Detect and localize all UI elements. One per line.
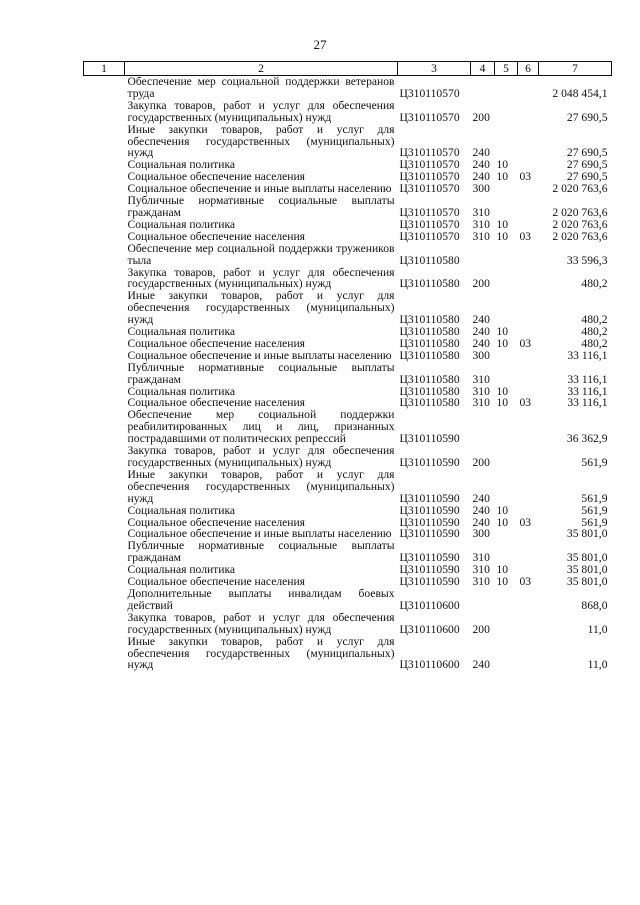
row-pr-cell bbox=[518, 100, 539, 124]
row-code-cell: Ц310110580 bbox=[399, 253, 460, 267]
row-amount-cell: 33 596,3 bbox=[566, 253, 608, 267]
row-name-cell: Закупка товаров, работ и услуг для обеспечения государственных (муниципальных) нужд bbox=[127, 98, 395, 124]
table-row bbox=[84, 409, 612, 445]
row-rz-cell bbox=[495, 267, 518, 291]
table-row bbox=[84, 362, 612, 386]
row-amount-cell: 33 116,1 bbox=[567, 348, 608, 362]
row-code-cell: Ц310110570 bbox=[399, 182, 460, 196]
row-vr-cell: 310 bbox=[472, 563, 490, 577]
row-amount-cell: 2 020 763,6 bbox=[552, 217, 608, 231]
row-rz-cell: 10 bbox=[496, 325, 509, 339]
row-number-cell bbox=[84, 469, 125, 505]
table-body bbox=[84, 76, 612, 672]
row-name-cell: Обеспечение мер социальной поддержки ветеранов труда bbox=[127, 75, 395, 100]
row-pr-cell: 03 bbox=[519, 515, 532, 529]
row-pr-cell bbox=[518, 267, 539, 291]
row-number-cell bbox=[84, 505, 125, 517]
row-rz-cell bbox=[495, 588, 518, 612]
row-amount-cell: 561,9 bbox=[581, 503, 608, 517]
row-code-cell: Ц310110590 bbox=[399, 432, 460, 446]
row-name-cell: Социальная политика bbox=[127, 325, 236, 339]
header-col-7: 7 bbox=[539, 62, 612, 76]
row-name-cell: Социальное обеспечение и иные выплаты населению bbox=[127, 348, 392, 362]
row-amount-cell: 33 116,1 bbox=[567, 384, 608, 398]
row-pr-cell bbox=[518, 445, 539, 469]
row-name-cell: Иные закупки товаров, работ и услуг для обеспечения государственных (муниципальных) нужд bbox=[127, 634, 395, 672]
row-rz-cell bbox=[495, 183, 518, 195]
row-amount-cell: 33 116,1 bbox=[567, 372, 608, 386]
row-code-cell: Ц310110570 bbox=[399, 146, 460, 160]
table-row bbox=[84, 540, 612, 564]
row-rz-cell bbox=[495, 124, 518, 160]
row-number-cell bbox=[84, 183, 125, 195]
row-number-cell bbox=[84, 636, 125, 672]
row-amount-cell: 480,2 bbox=[581, 336, 608, 350]
row-number-cell bbox=[84, 76, 125, 100]
row-name-cell: Социальная политика bbox=[127, 563, 236, 577]
row-code-cell: Ц310110590 bbox=[399, 515, 460, 529]
table-row bbox=[84, 469, 612, 505]
row-vr-cell: 310 bbox=[472, 217, 490, 231]
row-pr-cell bbox=[518, 243, 539, 267]
row-amount-cell: 2 020 763,6 bbox=[552, 182, 608, 196]
row-number-cell bbox=[84, 397, 125, 409]
row-code-cell: Ц310110580 bbox=[399, 396, 460, 410]
table-row bbox=[84, 124, 612, 160]
row-number-cell bbox=[84, 338, 125, 350]
row-pr-cell bbox=[518, 588, 539, 612]
row-vr-cell: 300 bbox=[472, 182, 490, 196]
row-number-cell bbox=[84, 362, 125, 386]
row-amount-cell: 2 020 763,6 bbox=[552, 229, 608, 243]
row-code-cell: Ц310110570 bbox=[399, 86, 460, 100]
row-pr-cell bbox=[518, 636, 539, 672]
row-vr-cell: 310 bbox=[472, 205, 490, 219]
header-row bbox=[84, 62, 612, 76]
row-pr-cell bbox=[518, 409, 539, 445]
row-number-cell bbox=[84, 564, 125, 576]
row-pr-cell bbox=[518, 505, 539, 517]
row-amount-cell: 561,9 bbox=[581, 491, 608, 505]
row-name-cell: Обеспечение мер социальной поддержки тружеников тыла bbox=[127, 241, 395, 267]
row-amount-cell: 27 690,5 bbox=[566, 110, 608, 124]
row-vr-cell bbox=[471, 243, 495, 267]
row-code-cell: Ц310110570 bbox=[399, 229, 460, 243]
row-pr-cell: 03 bbox=[519, 229, 532, 243]
row-vr-cell: 300 bbox=[472, 348, 490, 362]
row-name-cell: Иные закупки товаров, работ и услуг для обеспечения государственных (муниципальных) нужд bbox=[127, 289, 395, 327]
row-pr-cell bbox=[518, 76, 539, 100]
row-name-cell: Социальное обеспечение и иные выплаты населению bbox=[127, 527, 392, 541]
row-amount-cell: 33 116,1 bbox=[567, 396, 608, 410]
table-row bbox=[84, 76, 612, 100]
row-code-cell: Ц310110590 bbox=[399, 551, 460, 565]
row-amount-cell: 35 801,0 bbox=[566, 551, 608, 565]
row-vr-cell: 240 bbox=[472, 313, 490, 327]
row-rz-cell: 10 bbox=[496, 229, 509, 243]
row-rz-cell: 10 bbox=[496, 384, 509, 398]
row-code-cell: Ц310110590 bbox=[399, 491, 460, 505]
row-vr-cell: 300 bbox=[472, 527, 490, 541]
row-code-cell: Ц310110570 bbox=[399, 110, 460, 124]
row-amount-cell: 35 801,0 bbox=[566, 563, 608, 577]
row-vr-cell: 310 bbox=[472, 229, 490, 243]
row-amount-cell: 2 020 763,6 bbox=[552, 205, 608, 219]
table-row bbox=[84, 290, 612, 326]
row-name-cell: Иные закупки товаров, работ и услуг для обеспечения государственных (муниципальных) нужд bbox=[127, 122, 395, 160]
row-rz-cell bbox=[495, 612, 518, 636]
row-name-cell: Социальное обеспечение и иные выплаты населению bbox=[127, 182, 392, 196]
row-vr-cell bbox=[471, 76, 495, 100]
row-vr-cell bbox=[471, 588, 495, 612]
row-vr-cell: 310 bbox=[472, 575, 490, 589]
row-number-cell bbox=[84, 588, 125, 612]
row-rz-cell bbox=[495, 76, 518, 100]
row-number-cell bbox=[84, 171, 125, 183]
row-vr-cell: 310 bbox=[472, 396, 490, 410]
header-col-1: 1 bbox=[84, 62, 125, 76]
row-pr-cell bbox=[518, 528, 539, 540]
row-number-cell bbox=[84, 124, 125, 160]
row-name-cell: Социальная политика bbox=[127, 503, 236, 517]
row-rz-cell: 10 bbox=[496, 217, 509, 231]
row-number-cell bbox=[84, 528, 125, 540]
row-code-cell: Ц310110580 bbox=[399, 372, 460, 386]
row-rz-cell: 10 bbox=[496, 170, 509, 184]
row-name-cell: Социальное обеспечение населения bbox=[127, 229, 306, 243]
row-code-cell: Ц310110590 bbox=[399, 503, 460, 517]
row-name-cell: Закупка товаров, работ и услуг для обеспечения государственных (муниципальных) нужд bbox=[127, 610, 395, 636]
row-name-cell: Социальная политика bbox=[127, 384, 236, 398]
page-number: 27 bbox=[313, 37, 327, 52]
row-rz-cell bbox=[495, 540, 518, 564]
row-rz-cell: 10 bbox=[496, 396, 509, 410]
row-rz-cell bbox=[495, 528, 518, 540]
row-vr-cell: 240 bbox=[472, 658, 490, 672]
table-row bbox=[84, 588, 612, 612]
row-amount-cell: 27 690,5 bbox=[566, 158, 608, 172]
row-vr-cell: 240 bbox=[472, 515, 490, 529]
row-vr-cell: 310 bbox=[472, 384, 490, 398]
row-vr-cell: 310 bbox=[472, 551, 490, 565]
row-name-cell: Социальное обеспечение населения bbox=[127, 575, 306, 589]
row-number-cell bbox=[84, 576, 125, 588]
row-vr-cell: 310 bbox=[472, 372, 490, 386]
row-vr-cell: 240 bbox=[472, 158, 490, 172]
row-rz-cell bbox=[495, 362, 518, 386]
header-col-3: 3 bbox=[398, 62, 471, 76]
row-vr-cell: 200 bbox=[472, 110, 490, 124]
row-name-cell: Социальное обеспечение населения bbox=[127, 170, 306, 184]
row-rz-cell bbox=[495, 100, 518, 124]
row-name-cell: Социальное обеспечение населения bbox=[127, 396, 306, 410]
row-rz-cell bbox=[495, 469, 518, 505]
row-vr-cell: 240 bbox=[472, 491, 490, 505]
header-col-4: 4 bbox=[471, 62, 495, 76]
row-vr-cell: 240 bbox=[472, 146, 490, 160]
row-number-cell bbox=[84, 445, 125, 469]
table-row bbox=[84, 195, 612, 219]
row-code-cell: Ц310110580 bbox=[399, 348, 460, 362]
row-vr-cell: 240 bbox=[472, 325, 490, 339]
row-rz-cell: 10 bbox=[496, 575, 509, 589]
row-amount-cell: 480,2 bbox=[581, 277, 608, 291]
row-name-cell: Социальное обеспечение населения bbox=[127, 515, 306, 529]
table-row bbox=[84, 612, 612, 636]
row-code-cell: Ц310110570 bbox=[399, 205, 460, 219]
row-pr-cell bbox=[518, 469, 539, 505]
row-code-cell: Ц310110580 bbox=[399, 325, 460, 339]
row-number-cell bbox=[84, 267, 125, 291]
row-code-cell: Ц310110570 bbox=[399, 158, 460, 172]
row-number-cell bbox=[84, 100, 125, 124]
row-rz-cell bbox=[495, 243, 518, 267]
row-number-cell bbox=[84, 290, 125, 326]
table-row bbox=[84, 267, 612, 291]
row-amount-cell: 11,0 bbox=[587, 658, 608, 672]
row-number-cell bbox=[84, 517, 125, 529]
row-pr-cell bbox=[518, 540, 539, 564]
row-code-cell: Ц310110590 bbox=[399, 527, 460, 541]
row-name-cell: Обеспечение мер социальной поддержки реабилитированных лиц и лиц, признанных пострадавшими от политических репрессий bbox=[127, 408, 395, 446]
row-pr-cell: 03 bbox=[519, 336, 532, 350]
row-name-cell: Публичные нормативные социальные выплаты гражданам bbox=[127, 360, 395, 386]
row-number-cell bbox=[84, 350, 125, 362]
row-code-cell: Ц310110570 bbox=[399, 217, 460, 231]
row-number-cell bbox=[84, 612, 125, 636]
row-pr-cell: 03 bbox=[519, 396, 532, 410]
table-row bbox=[84, 505, 612, 517]
row-amount-cell: 27 690,5 bbox=[566, 146, 608, 160]
row-number-cell bbox=[84, 195, 125, 219]
row-pr-cell: 03 bbox=[519, 170, 532, 184]
row-code-cell: Ц310110600 bbox=[399, 622, 460, 636]
row-amount-cell: 11,0 bbox=[587, 622, 608, 636]
row-amount-cell: 36 362,9 bbox=[566, 432, 608, 446]
row-rz-cell: 10 bbox=[496, 336, 509, 350]
row-amount-cell: 480,2 bbox=[581, 313, 608, 327]
row-rz-cell bbox=[495, 636, 518, 672]
row-rz-cell bbox=[495, 290, 518, 326]
row-number-cell bbox=[84, 243, 125, 267]
row-amount-cell: 35 801,0 bbox=[566, 575, 608, 589]
row-number-cell bbox=[84, 386, 125, 398]
row-rz-cell bbox=[495, 350, 518, 362]
row-number-cell bbox=[84, 540, 125, 564]
row-code-cell: Ц310110580 bbox=[399, 336, 460, 350]
row-vr-cell: 240 bbox=[472, 336, 490, 350]
table-row bbox=[84, 350, 612, 362]
row-vr-cell: 200 bbox=[472, 277, 490, 291]
row-name-cell: Публичные нормативные социальные выплаты гражданам bbox=[127, 539, 395, 565]
row-vr-cell: 240 bbox=[472, 170, 490, 184]
row-number-cell bbox=[84, 409, 125, 445]
row-rz-cell bbox=[495, 195, 518, 219]
row-pr-cell bbox=[518, 124, 539, 160]
header-col-6: 6 bbox=[518, 62, 539, 76]
row-code-cell: Ц310110590 bbox=[399, 456, 460, 469]
row-pr-cell bbox=[518, 612, 539, 636]
row-rz-cell bbox=[495, 445, 518, 469]
row-pr-cell: 03 bbox=[519, 575, 532, 589]
row-vr-cell: 240 bbox=[472, 503, 490, 517]
row-code-cell: Ц310110580 bbox=[399, 384, 460, 398]
row-number-cell bbox=[84, 326, 125, 338]
table-row bbox=[84, 636, 612, 672]
header-col-5: 5 bbox=[495, 62, 518, 76]
table-row bbox=[84, 445, 612, 469]
header-col-2: 2 bbox=[125, 62, 398, 76]
row-name-cell: Социальная политика bbox=[127, 158, 236, 172]
table-row bbox=[84, 243, 612, 267]
row-amount-cell: 561,9 bbox=[581, 515, 608, 529]
row-vr-cell: 200 bbox=[472, 622, 490, 636]
table-row bbox=[84, 231, 612, 243]
row-pr-cell bbox=[518, 350, 539, 362]
row-pr-cell bbox=[518, 290, 539, 326]
row-amount-cell: 35 801,0 bbox=[566, 527, 608, 541]
row-amount-cell: 561,9 bbox=[581, 456, 608, 469]
row-code-cell: Ц310110580 bbox=[399, 277, 460, 291]
row-number-cell bbox=[84, 219, 125, 231]
row-code-cell: Ц310110570 bbox=[399, 170, 460, 184]
row-rz-cell: 10 bbox=[496, 158, 509, 172]
row-name-cell: Закупка товаров, работ и услуг для обеспечения государственных (муниципальных) нужд bbox=[127, 265, 395, 291]
row-code-cell: Ц310110590 bbox=[399, 563, 460, 577]
row-name-cell: Социальная политика bbox=[127, 217, 236, 231]
row-amount-cell: 868,0 bbox=[581, 598, 608, 612]
table-row bbox=[84, 100, 612, 124]
row-name-cell: Публичные нормативные социальные выплаты гражданам bbox=[127, 194, 395, 219]
row-amount-cell: 2 048 454,1 bbox=[552, 86, 608, 100]
row-amount-cell: 480,2 bbox=[581, 325, 608, 339]
table-row bbox=[84, 219, 612, 231]
row-name-cell: Дополнительные выплаты инвалидам боевых действий bbox=[127, 586, 395, 612]
row-name-cell: Закупка товаров, работ и услуг для обеспечения государственных (муниципальных) нужд bbox=[127, 444, 395, 469]
row-name-cell: Иные закупки товаров, работ и услуг для обеспечения государственных (муниципальных) нужд bbox=[127, 467, 395, 505]
row-vr-cell bbox=[471, 409, 495, 445]
row-name-cell: Социальное обеспечение населения bbox=[127, 336, 306, 350]
row-vr-cell: 200 bbox=[472, 456, 490, 469]
row-pr-cell bbox=[518, 183, 539, 195]
row-pr-cell bbox=[518, 219, 539, 231]
row-number-cell bbox=[84, 231, 125, 243]
row-code-cell: Ц310110580 bbox=[399, 313, 460, 327]
row-pr-cell bbox=[518, 195, 539, 219]
budget-table bbox=[83, 61, 612, 671]
row-code-cell: Ц310110600 bbox=[399, 598, 460, 612]
row-code-cell: Ц310110590 bbox=[399, 575, 460, 589]
row-rz-cell: 10 bbox=[496, 515, 509, 529]
table-header bbox=[84, 62, 612, 76]
row-code-cell: Ц310110600 bbox=[399, 658, 460, 672]
row-amount-cell: 27 690,5 bbox=[566, 170, 608, 184]
row-rz-cell: 10 bbox=[496, 503, 509, 517]
row-number-cell bbox=[84, 159, 125, 171]
row-rz-cell bbox=[495, 409, 518, 445]
row-rz-cell: 10 bbox=[496, 563, 509, 577]
row-pr-cell bbox=[518, 362, 539, 386]
